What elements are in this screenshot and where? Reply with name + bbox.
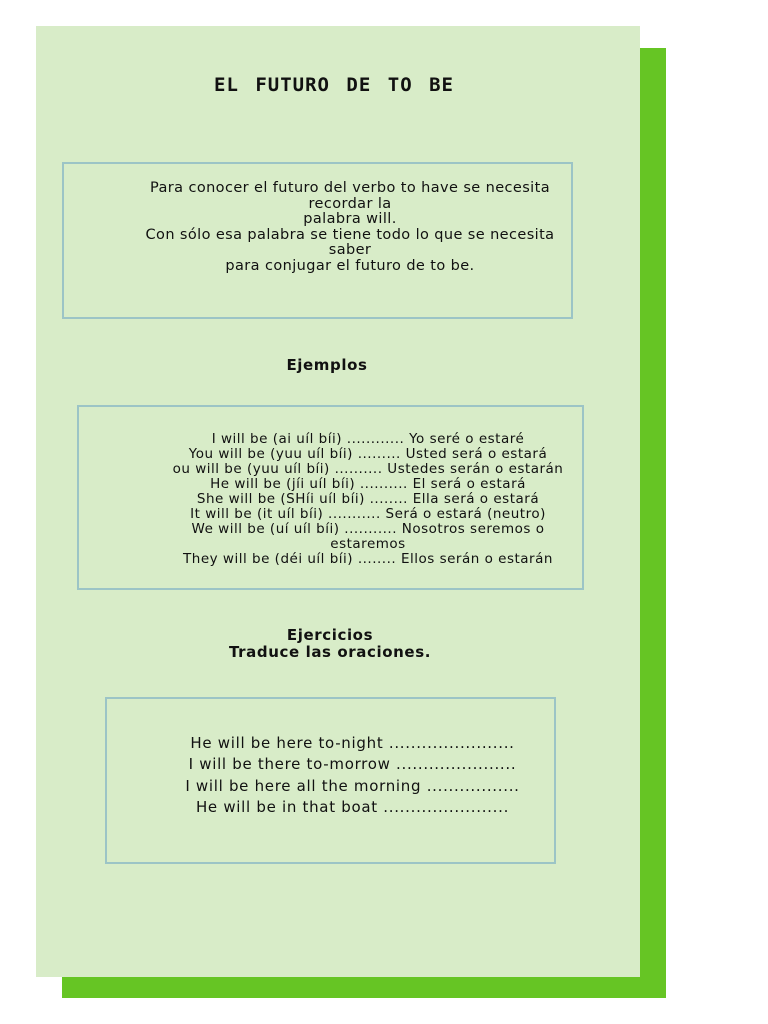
example-line: It will be (it uíl bíi) ........... Será o estará (neutro) — [190, 506, 546, 522]
example-line: estaremos — [330, 536, 406, 552]
document-title: EL FUTURO DE TO BE — [214, 74, 454, 96]
example-line: You will be (yuu uíl bíi) ......... Usted será o estará — [188, 446, 548, 462]
intro-line: Con sólo esa palabra se tiene todo lo que se necesita — [145, 226, 555, 243]
intro-line: palabra will. — [303, 211, 397, 227]
exercises-heading-block — [180, 627, 480, 661]
exercises-list — [105, 733, 600, 818]
example-line: I will be (ai uíl bíi) ............ Yo seré o estaré — [211, 431, 525, 447]
intro-line: Para conocer el futuro del verbo to have se necesita — [150, 180, 550, 196]
intro-text — [60, 181, 640, 274]
exercise-line: I will be here all the morning ................. — [185, 776, 520, 795]
examples-heading: Ejemplos — [286, 356, 368, 374]
example-line: He will be (jíi uíl bíi) .......... El será o estará — [210, 476, 526, 492]
intro-line: saber — [328, 242, 372, 258]
example-line: She will be (SHíi uíl bíi) ........ Ella será o estará — [196, 491, 540, 507]
exercise-line: I will be there to-morrow ...................... — [188, 755, 517, 774]
exercises-heading: Ejercicios — [286, 626, 374, 644]
exercise-line: He will be in that boat ....................... — [195, 797, 510, 816]
exercises-instruction: Traduce las oraciones. — [228, 643, 432, 661]
intro-line: recordar la — [308, 195, 392, 212]
example-line: ou will be (yuu uíl bíi) .......... Ustedes serán o estarán — [172, 461, 564, 477]
example-line: We will be (uí uíl bíi) ........... Nosotros seremos o — [191, 521, 545, 537]
intro-line: para conjugar el futuro de to be. — [225, 257, 475, 274]
exercise-line: He will be here to-night ....................... — [190, 734, 515, 752]
examples-list — [62, 432, 674, 567]
example-line: They will be (déi uíl bíi) ........ Ellos serán o estarán — [183, 551, 553, 567]
